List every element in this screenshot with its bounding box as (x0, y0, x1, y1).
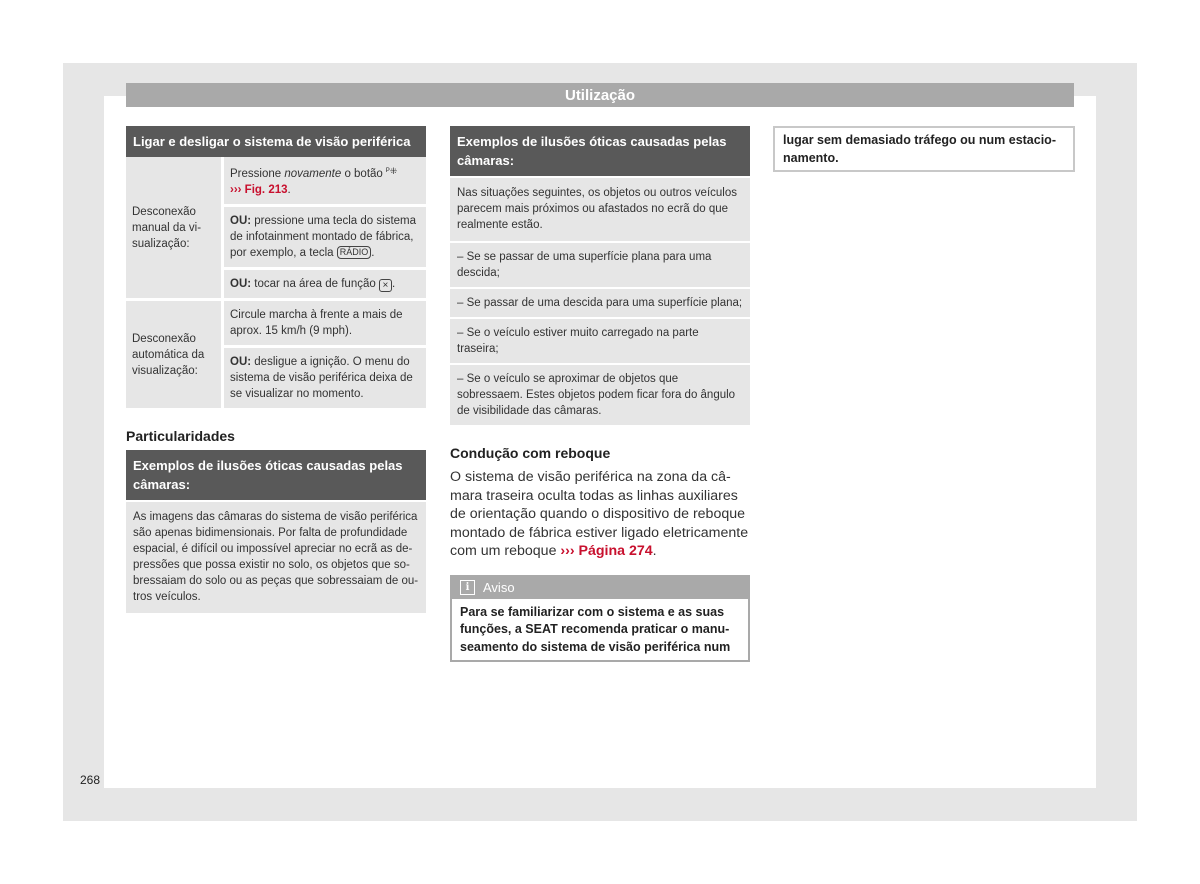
column-right (773, 126, 1075, 172)
aviso-continuation: lugar sem demasiado tráfego ou num estacionamento. (773, 126, 1075, 172)
aviso-title: Aviso (483, 580, 515, 595)
illusion-item: – Se o veículo se aproximar de objetos que sobressaem. Estes objetos podem ficar fora do ângulo de visibilidade das câmaras. (450, 365, 750, 425)
table-card-title: Ligar e desligar o sistema de visão periférica (126, 126, 426, 157)
particularidades-heading: Particularidades (126, 428, 235, 444)
aviso-header (452, 577, 748, 599)
page-link[interactable]: ››› Página 274 (560, 543, 653, 559)
manual-row-2: OU: pressione uma tecla do sistema de infotainment montado de fábrica, por exemplo, a tecla RÁDIO . (224, 204, 426, 267)
fig-link[interactable]: ››› Fig. 213 (230, 184, 288, 196)
section-title: Utilização (564, 86, 636, 104)
camera-p-icon: ᴾ⁜ (386, 166, 398, 176)
manual-label: Desconexão manual da visualização: (126, 157, 224, 298)
illusions-card-title: Exemplos de ilusões óticas causadas pelas câmaras: (450, 126, 750, 176)
illusion-item: – Se se passar de uma superfície plana para uma descida; (450, 243, 750, 287)
radio-key: RÁDIO (337, 246, 372, 259)
illusions-intro: Nas situações seguintes, os objetos ou outros veículos parecem mais próximos ou afastados no ecrã do que realmente estão. (450, 178, 750, 241)
illusion-item: – Se passar de uma descida para uma superfície plana; (450, 289, 750, 317)
manual-row-3: OU: tocar na área de função × . (224, 267, 426, 298)
close-key-icon: × (379, 279, 392, 292)
auto-row-2: OU: desligue a ignição. O menu do sistema de visão periférica deixa de se visualizar no momento. (224, 345, 426, 408)
aviso-body: Para se familiarizar com o sistema e as suas funções, a SEAT recomenda praticar o manuseamento do sistema de visão periférica num (460, 604, 731, 654)
manual-row-1: Pressione novamente o botão $^{ᴾ⁜}$ ››› Fig. 213. (224, 157, 426, 204)
aviso-box (450, 575, 750, 663)
column-left (126, 126, 426, 613)
reboque-text: O sistema de visão periférica na zona da câmara traseira oculta todas as linhas auxiliares de orientação quando o dispositivo de reboque montado de fábrica estiver ligado eletricamente com um reboque ››› Página 274. (450, 469, 749, 559)
info-icon: i (460, 580, 475, 595)
auto-row-1: Circule marcha à frente a mais de aprox. 15 km/h (9 mph). (224, 298, 426, 345)
section-header (126, 83, 1074, 107)
reboque-heading: Condução com reboque (450, 445, 611, 461)
illusion-item: – Se o veículo estiver muito carregado na parte traseira; (450, 319, 750, 363)
page-number: 268 (80, 773, 101, 787)
particularidades-card-title: Exemplos de ilusões óticas causadas pelas câmaras: (126, 450, 426, 500)
auto-label: Desconexão automática da visualização: (126, 298, 224, 408)
switch-table (126, 157, 426, 408)
particularidades-card-body: As imagens das câmaras do sistema de visão periférica são apenas bidimensionais. Por falta de profundidade espacial, é difícil ou impossível apreciar no ecrã as depressões que possa existir no solo, os objetos que sobressaiam do solo ou as peças que sobressaiam de outros veículos. (126, 502, 426, 613)
column-middle (450, 126, 750, 662)
